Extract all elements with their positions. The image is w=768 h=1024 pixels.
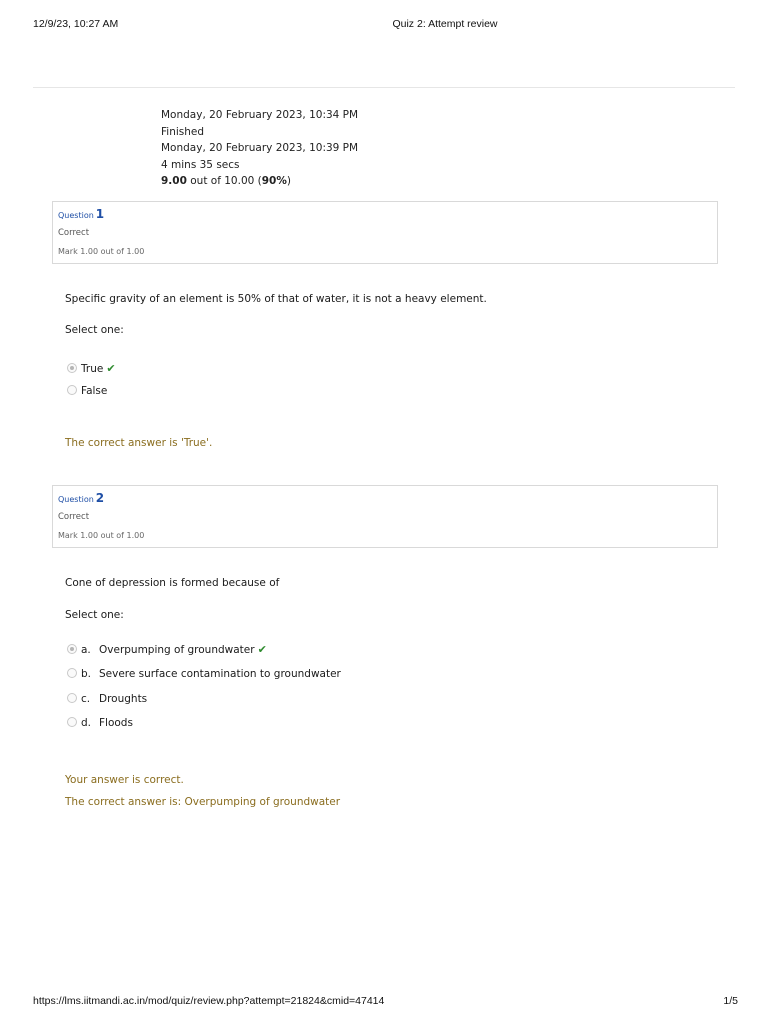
option-false[interactable] [67,385,107,397]
grade-outof: out of 10.00 ( [186,175,262,188]
radio-icon[interactable] [67,693,77,703]
question-mark: Mark 1.00 out of 1.00 [58,531,145,540]
option-c[interactable] [67,693,147,705]
option-label: Droughts [99,693,148,705]
option-letter: b. [81,668,92,680]
question-info-2 [52,485,718,548]
question-label: Question 2 [58,491,105,505]
option-label: Severe surface contamination to groundwater [99,668,341,680]
question-number: 1 [95,207,105,221]
print-url: https://lms.iitmandi.ac.in/mod/quiz/review.php?attempt=21824&cmid=47414 [33,995,385,1007]
page-number: 1/5 [723,995,738,1007]
summary-value: Finished [161,125,205,138]
summary-value: Monday, 20 February 2023, 10:39 PM [161,142,359,155]
radio-icon[interactable] [67,385,77,395]
question-label: Question 1 [58,207,105,221]
radio-icon[interactable] [67,363,77,373]
option-letter: a. [81,644,91,656]
radio-icon[interactable] [67,668,77,678]
answer-status-feedback: Your answer is correct. [65,774,184,786]
radio-icon[interactable] [67,717,77,727]
option-d[interactable] [67,717,133,729]
option-b[interactable] [67,668,341,680]
radio-icon[interactable] [67,644,77,654]
correct-answer-feedback: The correct answer is: Overpumping of groundwater [65,796,341,808]
question-state: Correct [58,228,90,238]
question-text: Cone of depression is formed because of [65,577,280,589]
checkmark-icon: ✔ [257,643,267,656]
print-title: Quiz 2: Attempt review [392,18,498,30]
select-one-prompt: Select one: [65,609,124,621]
option-label: Floods [99,717,133,729]
question-mark: Mark 1.00 out of 1.00 [58,247,145,256]
grade-value [161,173,291,190]
grade-score: 9.00 [161,175,187,188]
select-one-prompt: Select one: [65,324,124,336]
grade-close: ) [286,175,291,188]
option-a[interactable] [67,643,267,656]
checkmark-icon: ✔ [106,362,116,375]
option-label: True [81,363,104,375]
correct-answer-feedback: The correct answer is 'True'. [65,437,213,449]
option-letter: d. [81,717,92,729]
question-number: 2 [95,491,105,505]
question-info-1 [52,201,718,264]
option-label: False [81,385,108,397]
question-text: Specific gravity of an element is 50% of that of water, it is not a heavy element. [65,293,487,305]
option-label: Overpumping of groundwater [99,644,255,656]
summary-value: Monday, 20 February 2023, 10:34 PM [161,109,359,121]
print-datetime: 12/9/23, 10:27 AM [33,18,119,30]
grade-percent: 90% [261,175,287,188]
option-letter: c. [81,693,91,705]
summary-value: 4 mins 35 secs [161,158,240,171]
question-state: Correct [58,512,90,522]
option-true[interactable] [67,362,116,375]
divider [33,87,735,88]
